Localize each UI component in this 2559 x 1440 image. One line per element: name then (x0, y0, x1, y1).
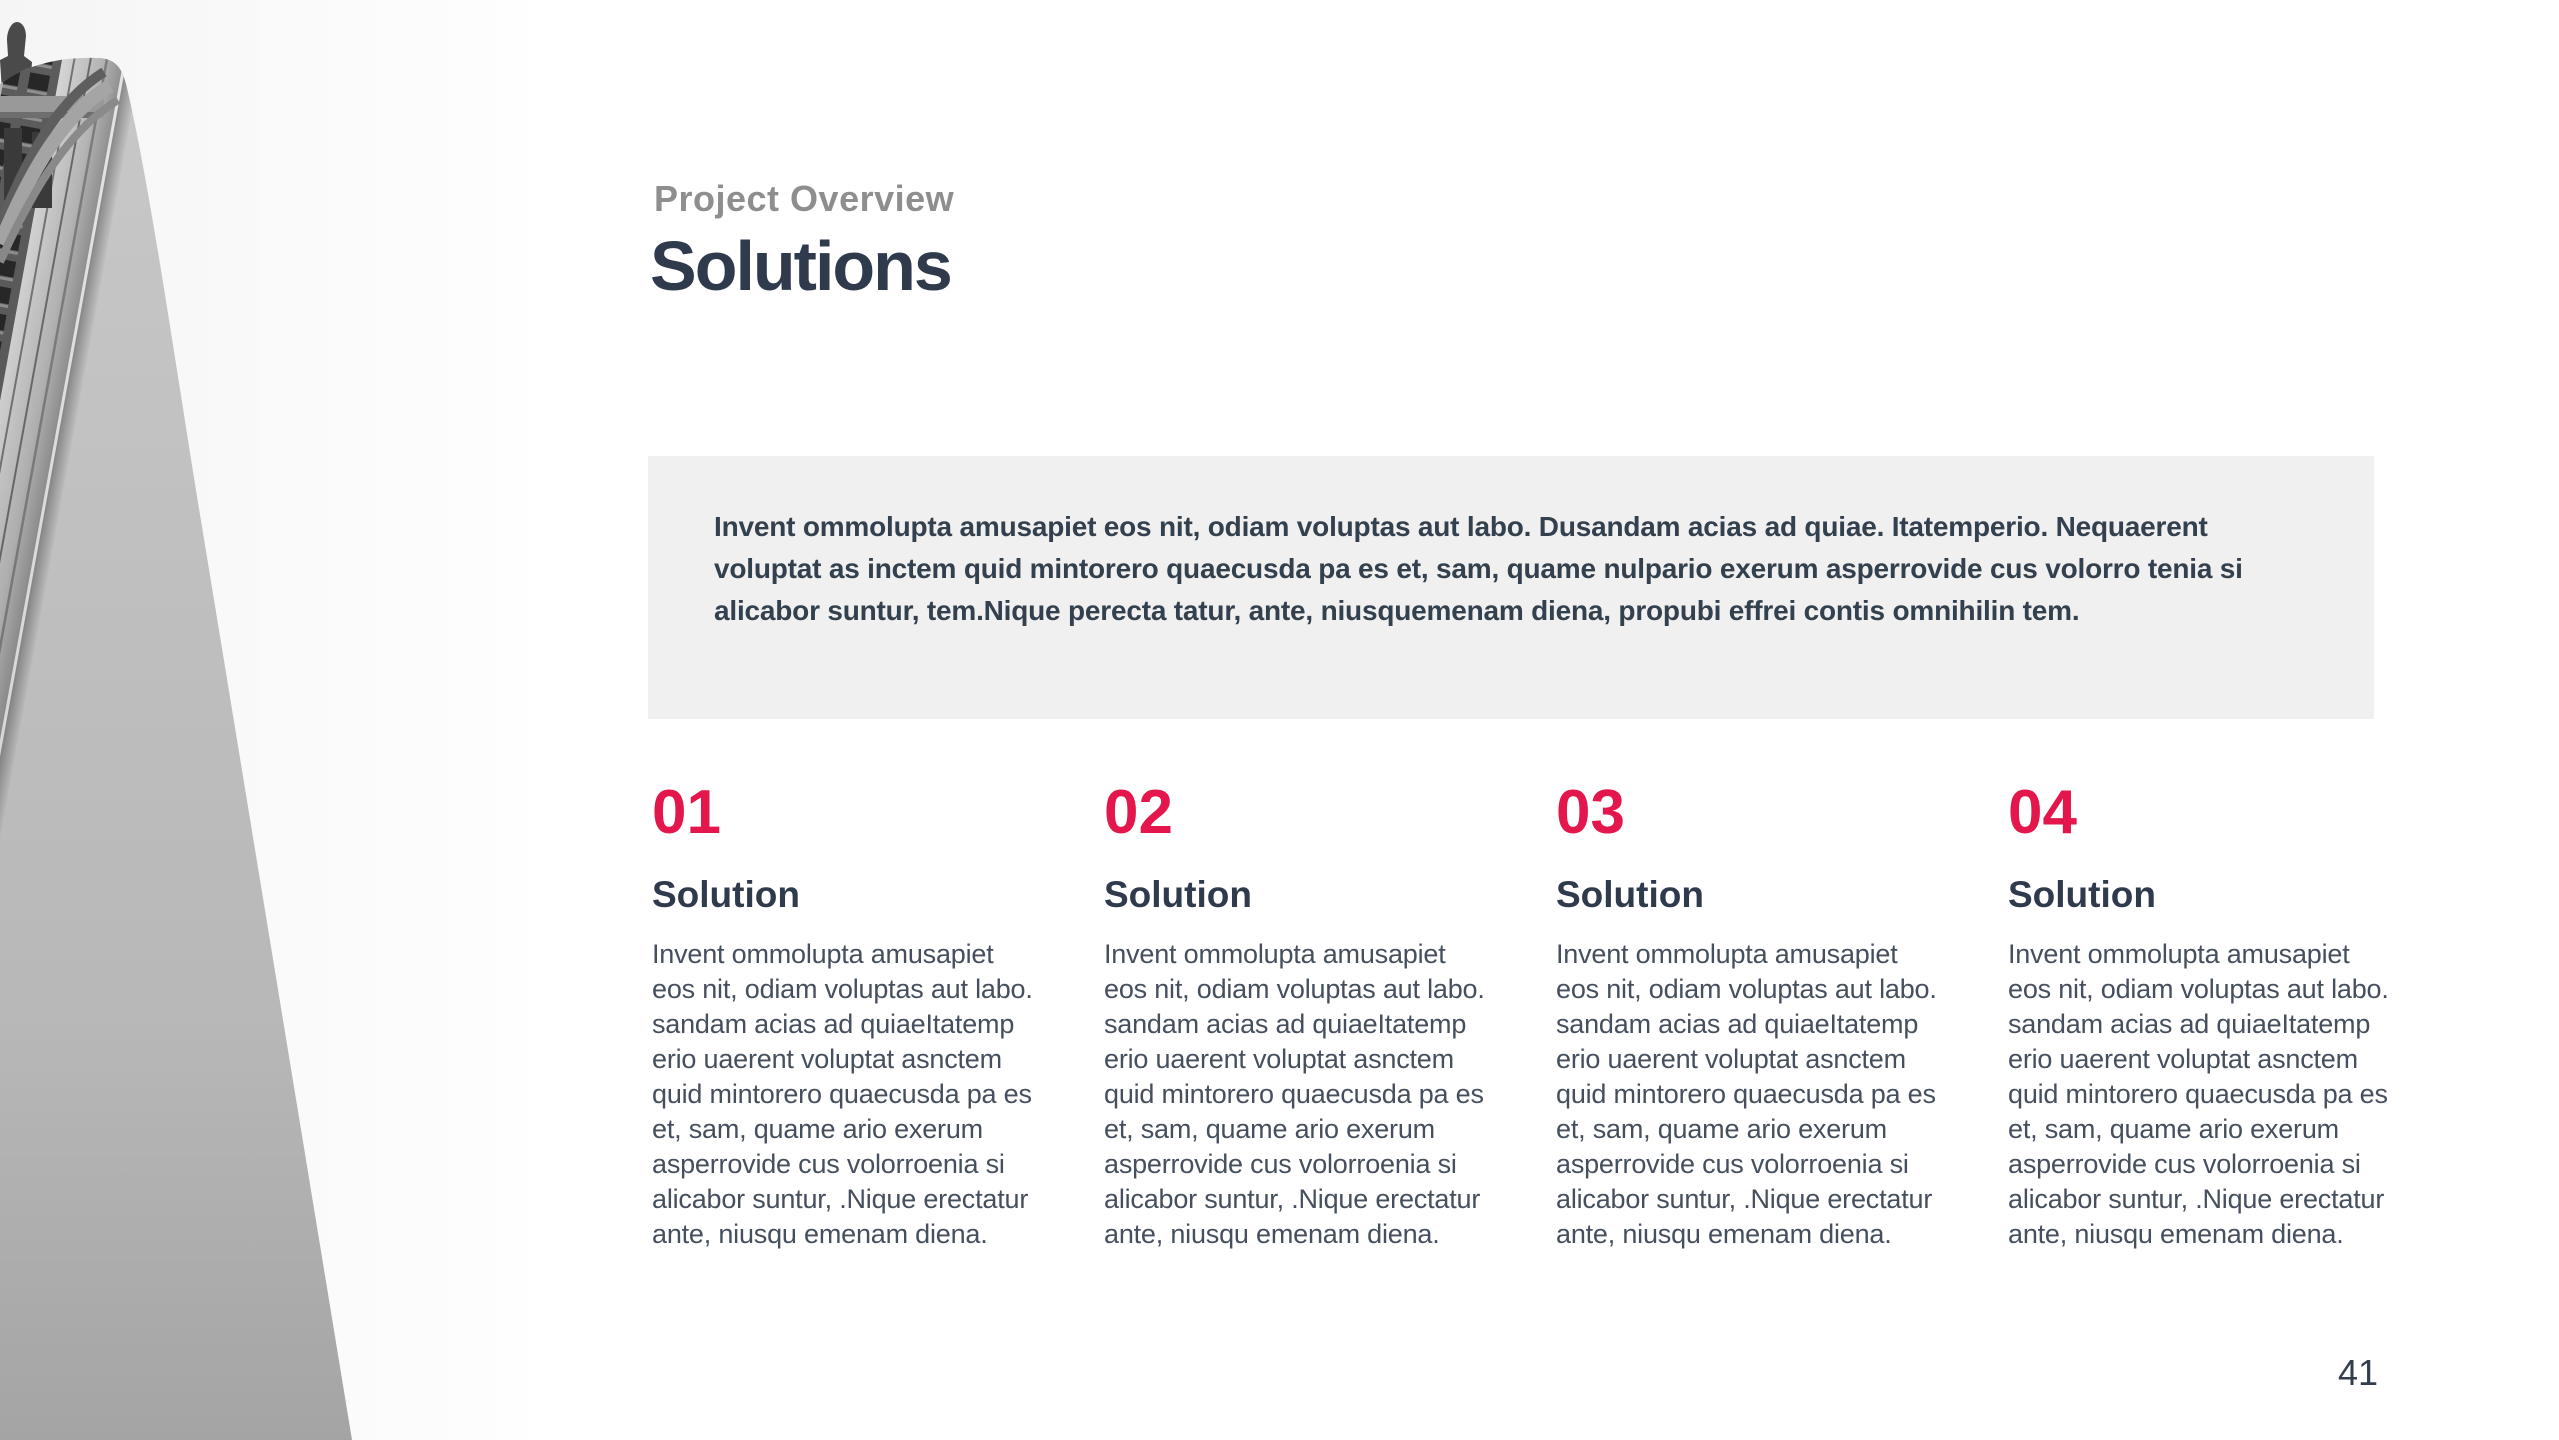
solution-heading: Solution (1556, 874, 1704, 915)
solution-body: Invent ommolupta amusapiet eos nit, odiam voluptas aut labo. sandam acias ad quiaeItatemp erio uaerent voluptat asnctem quid mintorero quaecusda pa es et, sam, quame ario exerum asperrovide cus volorroenia si alicabor suntur, .Nique erectatur ante, niusqu emenam diena. (2008, 939, 2389, 1249)
intro-box (648, 456, 2374, 719)
solution-body: Invent ommolupta amusapiet eos nit, odiam voluptas aut labo. sandam acias ad quiaeItatemp erio uaerent voluptat asnctem quid mintorero quaecusda pa es et, sam, quame ario exerum asperrovide cus volorroenia si alicabor suntur, .Nique erectatur ante, niusqu emenam diena. (652, 939, 1033, 1249)
solution-column-2 (1104, 778, 1491, 1252)
solution-column-3 (1556, 778, 1943, 1252)
solution-number: 01 (652, 778, 721, 847)
solution-body: Invent ommolupta amusapiet eos nit, odiam voluptas aut labo. sandam acias ad quiaeItatemp erio uaerent voluptat asnctem quid mintorero quaecusda pa es et, sam, quame ario exerum asperrovide cus volorroenia si alicabor suntur, .Nique erectatur ante, niusqu emenam diena. (1104, 939, 1485, 1249)
solution-heading: Solution (2008, 874, 2156, 915)
solution-number: 03 (1556, 778, 1625, 847)
slide-title: Solutions (650, 227, 951, 305)
solution-heading: Solution (652, 874, 800, 915)
page-number: 41 (2338, 1352, 2379, 1393)
solution-column-4 (2008, 778, 2395, 1252)
solution-column-1 (652, 778, 1039, 1252)
solution-heading: Solution (1104, 874, 1252, 915)
solution-number: 04 (2008, 778, 2077, 847)
solutions-grid (652, 778, 2395, 1252)
solution-body: Invent ommolupta amusapiet eos nit, odiam voluptas aut labo. sandam acias ad quiaeItatemp erio uaerent voluptat asnctem quid mintorero quaecusda pa es et, sam, quame ario exerum asperrovide cus volorroenia si alicabor suntur, .Nique erectatur ante, niusqu emenam diena. (1556, 939, 1937, 1249)
solution-number: 02 (1104, 778, 1173, 847)
slide-subtitle: Project Overview (654, 178, 955, 219)
building-photo (0, 0, 530, 1440)
intro-text: Invent ommolupta amusapiet eos nit, odiam voluptas aut labo. Dusandam acias ad quiae. Itatemperio. Nequaerent voluptat as inctem quid mintorero quaecusda pa es et, sam, quame nulpario exerum asperrovide cus volorro tenia si alicabor suntur, tem.Nique perecta tatur, ante, niusquemenam diena, propubi effrei contis omnihilin tem. (714, 511, 2243, 626)
